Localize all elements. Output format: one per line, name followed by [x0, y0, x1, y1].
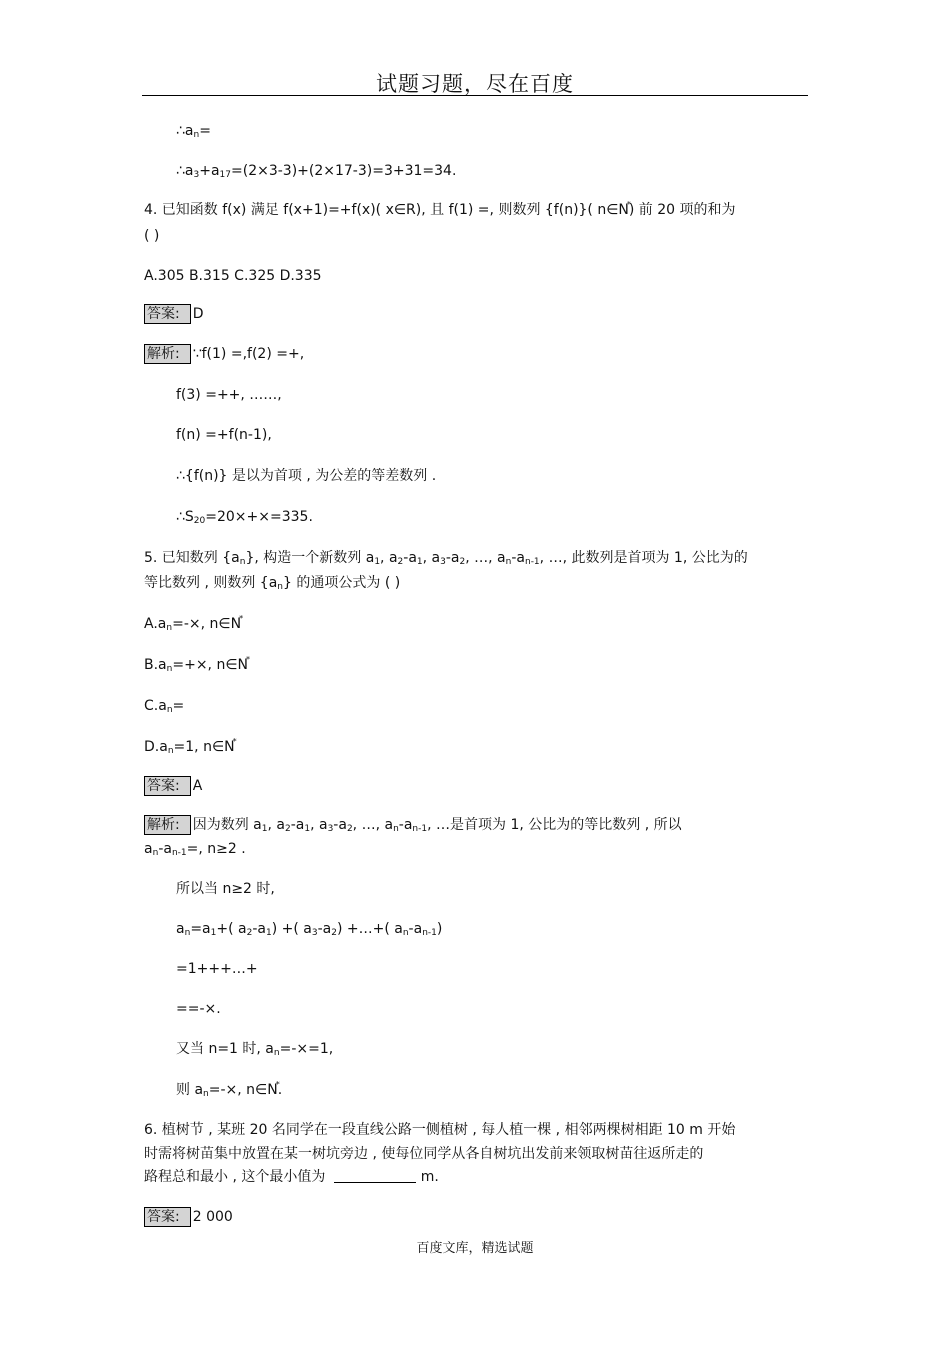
question-5-text-cont: 等比数列 , 则数列 {an} 的通项公式为 ( )	[144, 575, 401, 592]
text-line: ∴{f(n)} 是以为首项 , 为公差的等差数列 .	[176, 468, 437, 484]
text-line: 则 an=-×, n∈N.	[176, 1082, 283, 1099]
question-5-text: 5. 已知数列 {an}, 构造一个新数列 a1, a2-a1, a3-a2, …, an-an-1, …, 此数列是首项为 1, 公比为的	[144, 550, 748, 567]
answer-blank	[334, 1168, 416, 1183]
analysis-label: 解析:	[144, 815, 191, 835]
question-5-option-a: A.an=-×, n∈N	[144, 616, 242, 633]
question-4-paren: ( )	[144, 228, 160, 244]
question-5-analysis: 解析: 因为数列 a1, a2-a1, a3-a2, …, an-an-1, …是首项为 1, 公比为的等比数列 , 所以	[144, 815, 682, 836]
question-4-options: A.305 B.315 C.325 D.335	[144, 268, 322, 284]
page-header-title: 试题习题，尽在百度	[376, 72, 574, 96]
text-line: ∴an=	[176, 123, 211, 140]
text-line: =1+++…+	[176, 961, 258, 977]
answer-label: 答案:	[144, 776, 191, 796]
answer-label: 答案:	[144, 304, 191, 324]
page-footer: 百度文库，精选试题	[416, 1241, 534, 1256]
text-line: ==-×.	[176, 1001, 221, 1017]
analysis-label: 解析:	[144, 344, 191, 364]
question-4-text: 4. 已知函数 f(x) 满足 f(x+1)=+f(x)( x∈R), 且 f(1) =, 则数列 {f(n)}( n∈N) 前 20 项的和为	[144, 202, 736, 218]
text-line: 又当 n=1 时, an=-×=1,	[176, 1041, 334, 1058]
question-5-option-c: C.an=	[144, 698, 185, 715]
question-6-text: 6. 植树节 , 某班 20 名同学在一段直线公路一侧植树 , 每人植一棵 , 相邻两棵树相距 10 m 开始	[144, 1122, 736, 1138]
text-line: f(3) =++, ……,	[176, 387, 282, 403]
question-4-answer: 答案: D	[144, 304, 204, 324]
text-line: 所以当 n≥2 时,	[176, 881, 275, 897]
question-6-text-cont: 时需将树苗集中放置在某一树坑旁边 , 使每位同学从各自树坑出发前来领取树苗往返所走的	[144, 1146, 704, 1162]
header-rule	[142, 95, 808, 96]
text-line: an=a1+( a2-a1) +( a3-a2) +…+( an-an-1)	[176, 921, 443, 938]
question-6-answer: 答案: 2 000	[144, 1207, 233, 1227]
question-5-option-d: D.an=1, n∈N	[144, 739, 235, 756]
question-5-answer: 答案: A	[144, 776, 202, 796]
question-5-option-b: B.an=+×, n∈N	[144, 657, 248, 674]
text-line: an-an-1=, n≥2 .	[144, 841, 246, 858]
question-6-text-end: 路程总和最小 , 这个最小值为 m.	[144, 1169, 439, 1185]
question-4-analysis: 解析: ∵f(1) =,f(2) =+,	[144, 344, 304, 364]
text-line: ∴S20=20×+×=335.	[176, 509, 313, 526]
text-line: ∴a3+a17=(2×3-3)+(2×17-3)=3+31=34.	[176, 163, 457, 180]
text-line: f(n) =+f(n-1),	[176, 427, 272, 443]
answer-label: 答案:	[144, 1207, 191, 1227]
